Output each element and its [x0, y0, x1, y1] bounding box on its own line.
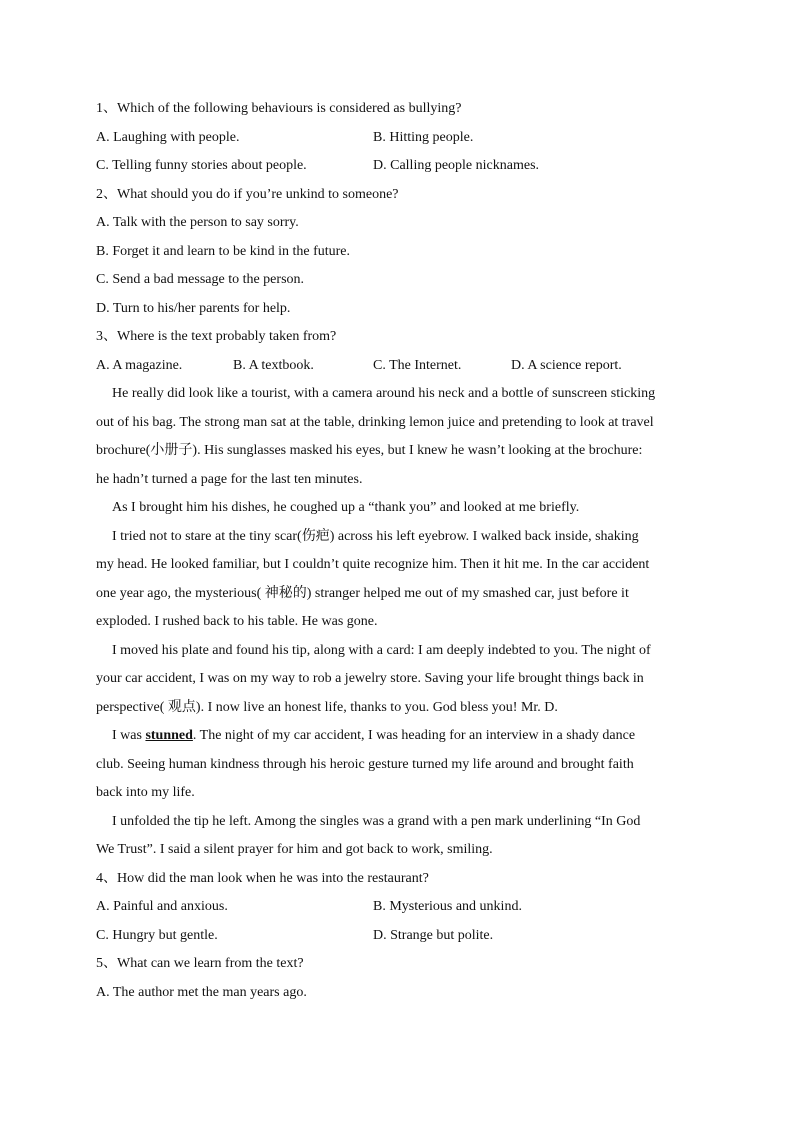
question-4-options-row-1	[96, 893, 736, 922]
passage-p6-line: We Trust”. I said a silent prayer for him and got back to work, smiling.	[96, 842, 493, 857]
q3-option-a[interactable]: A. A magazine.	[96, 357, 183, 373]
passage-p5-rest: . The night of my car accident, I was heading for an interview in a shady dance	[192, 728, 636, 743]
passage-p4-line: your car accident, I was on my way to rob a jewelry store. Saving your life brought things back in	[96, 671, 644, 686]
question-1-stem: 1、Which of the following behaviours is considered as bullying?	[96, 101, 462, 116]
q1-option-d[interactable]: D. Calling people nicknames.	[373, 158, 540, 173]
passage-p2-line: As I brought him his dishes, he coughed up a “thank you” and looked at me briefly.	[112, 500, 580, 515]
passage-p6-line: I unfolded the tip he left. Among the singles was a grand with a pen mark underlining “In God	[112, 813, 641, 829]
passage-p1-line: He really did look like a tourist, with a camera around his neck and a bottle of sunscreen sticking	[112, 386, 656, 401]
passage-p4-line: I moved his plate and found his tip, along with a card: I am deeply indebted to you. The night of	[112, 642, 651, 658]
underlined-word-stunned: stunned	[145, 728, 193, 743]
q4-option-b[interactable]: B. Mysterious and unkind.	[373, 899, 522, 914]
q2-option-a[interactable]: A. Talk with the person to say sorry.	[96, 215, 299, 230]
passage-p5-line: club. Seeing human kindness through his heroic gesture turned my life around and brought faith	[96, 756, 634, 772]
q4-option-d[interactable]: D. Strange but polite.	[373, 927, 494, 943]
worksheet-page	[96, 95, 736, 1007]
reading-passage	[96, 380, 736, 865]
passage-p5-line: back into my life.	[96, 785, 195, 800]
passage-p3-line: I tried not to stare at the tiny scar(伤疤) across his left eyebrow. I walked back inside, shaking	[112, 528, 639, 544]
question-4-stem: 4、How did the man look when he was into the restaurant?	[96, 870, 429, 886]
q4-option-c[interactable]: C. Hungry but gentle.	[96, 927, 218, 943]
q5-option-a[interactable]: A. The author met the man years ago.	[96, 984, 307, 1000]
q1-option-a[interactable]: A. Laughing with people.	[96, 129, 240, 145]
passage-p3-line: one year ago, the mysterious( 神秘的) stranger helped me out of my smashed car, just before it	[96, 585, 629, 601]
question-2-stem: 2、What should you do if you’re unkind to someone?	[96, 186, 399, 202]
q2-option-d[interactable]: D. Turn to his/her parents for help.	[96, 300, 291, 316]
q1-option-b[interactable]: B. Hitting people.	[373, 129, 474, 145]
q1-option-c[interactable]: C. Telling funny stories about people.	[96, 158, 307, 173]
question-3-stem: 3、Where is the text probably taken from?	[96, 329, 337, 344]
q4-option-a[interactable]: A. Painful and anxious.	[96, 899, 228, 914]
q2-option-b[interactable]: B. Forget it and learn to be kind in the future.	[96, 243, 351, 259]
question-1-options-row-2	[96, 152, 736, 181]
q2-option-c[interactable]: C. Send a bad message to the person.	[96, 272, 305, 287]
question-4-options-row-2	[96, 922, 736, 951]
question-1-options-row-1	[96, 124, 736, 153]
q3-option-c[interactable]: C. The Internet.	[373, 357, 462, 373]
question-5-stem: 5、What can we learn from the text?	[96, 956, 304, 971]
passage-p3-line: exploded. I rushed back to his table. He was gone.	[96, 614, 378, 629]
passage-p5-prefix: I was	[112, 728, 146, 743]
q3-option-b[interactable]: B. A textbook.	[233, 357, 314, 373]
passage-p1-line: out of his bag. The strong man sat at the table, drinking lemon juice and pretending to look at travel	[96, 414, 654, 430]
q3-option-d[interactable]: D. A science report.	[511, 357, 622, 373]
passage-p1-line: he hadn’t turned a page for the last ten minutes.	[96, 471, 363, 487]
passage-p1-line: brochure(小册子). His sunglasses masked his eyes, but I knew he wasn’t looking at the brochure:	[96, 443, 643, 458]
passage-p3-line: my head. He looked familiar, but I couldn’t quite recognize him. Then it hit me. In the car accident	[96, 557, 650, 572]
passage-p5-line	[96, 722, 736, 751]
question-3-options-row	[96, 352, 736, 381]
passage-p4-line: perspective( 观点). I now live an honest life, thanks to you. God bless you! Mr. D.	[96, 699, 558, 715]
